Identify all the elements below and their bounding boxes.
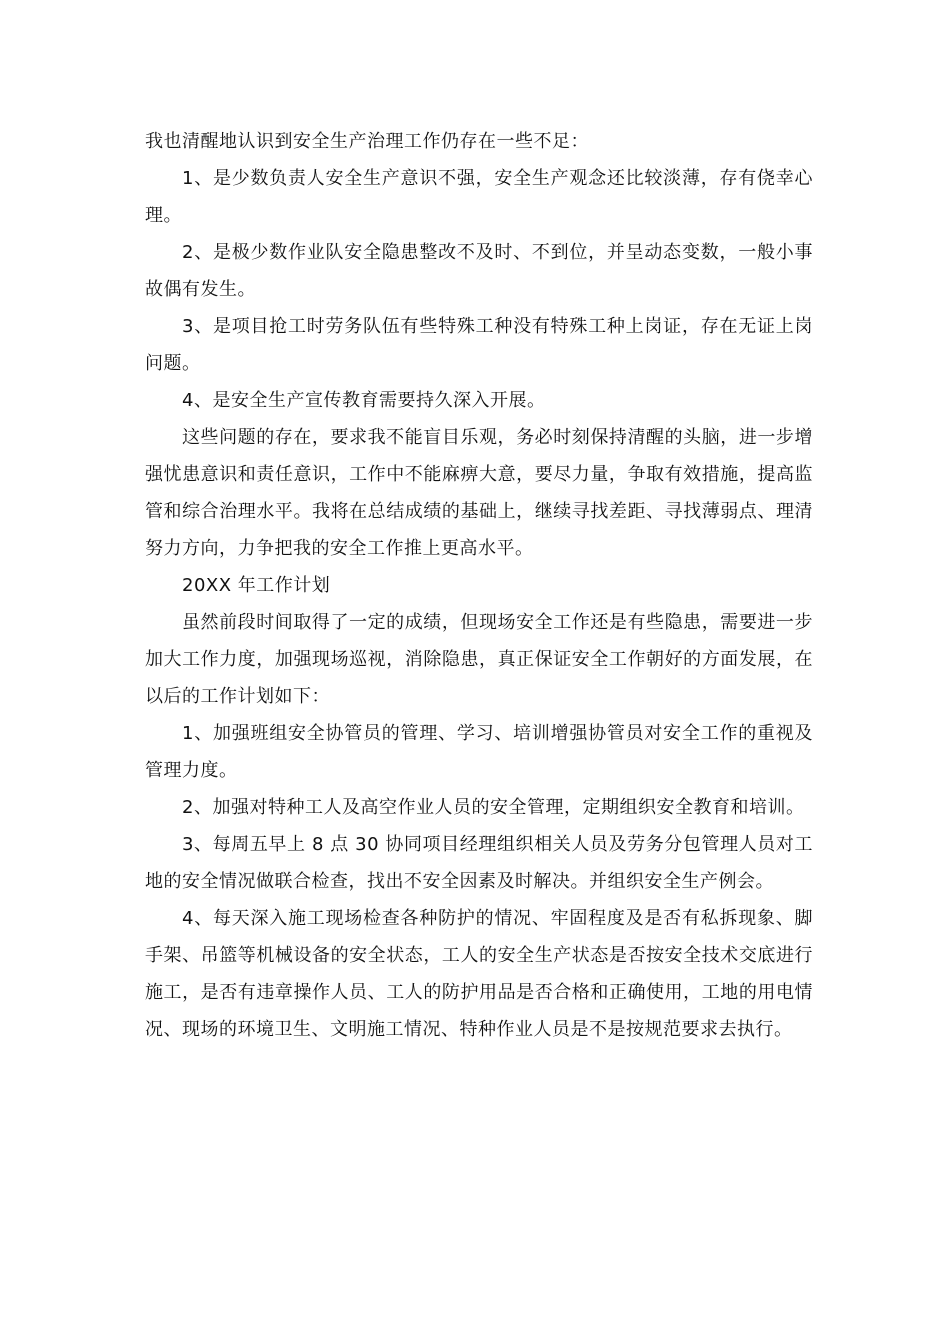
shortcoming-item-3: 3、是项目抢工时劳务队伍有些特殊工种没有特殊工种上岗证，存在无证上岗问题。 <box>145 316 813 374</box>
plan-item-2: 2、加强对特种工人及高空作业人员的安全管理，定期组织安全教育和培训。 <box>182 797 805 818</box>
plan-item-3: 3、每周五早上 8 点 30 协同项目经理组织相关人员及劳务分包管理人员对工地的安全情况做联合检查，找出不安全因素及时解决。并组织安全生产例会。 <box>145 834 813 892</box>
section-heading: 20XX 年工作计划 <box>182 575 331 596</box>
shortcoming-item-4: 4、是安全生产宣传教育需要持久深入开展。 <box>182 390 546 411</box>
shortcoming-item-2: 2、是极少数作业队安全隐患整改不及时、不到位，并呈动态变数，一般小事故偶有发生。 <box>145 242 813 300</box>
plan-item-1: 1、加强班组安全协管员的管理、学习、培训增强协管员对安全工作的重视及管理力度。 <box>145 723 813 781</box>
intro-paragraph: 我也清醒地认识到安全生产治理工作仍存在一些不足： <box>145 131 589 152</box>
document-body <box>145 123 813 1048</box>
reflection-paragraph: 这些问题的存在，要求我不能盲目乐观，务必时刻保持清醒的头脑，进一步增强忧患意识和责任意识，工作中不能麻痹大意，要尽力量，争取有效措施，提高监管和综合治理水平。我将在总结成绩的基础上，继续寻找差距、寻找薄弱点、理清努力方向，力争把我的安全工作推上更高水平。 <box>145 427 813 559</box>
plan-item-4: 4、每天深入施工现场检查各种防护的情况、牢固程度及是否有私拆现象、脚手架、吊篮等机械设备的安全状态，工人的安全生产状态是否按安全技术交底进行施工，是否有违章操作人员、工人的防护用品是否合格和正确使用，工地的用电情况、现场的环境卫生、文明施工情况、特种作业人员是不是按规范要求去执行。 <box>145 908 813 1040</box>
plan-intro-paragraph: 虽然前段时间取得了一定的成绩，但现场安全工作还是有些隐患，需要进一步加大工作力度，加强现场巡视，消除隐患，真正保证安全工作朝好的方面发展，在以后的工作计划如下： <box>145 612 813 707</box>
shortcoming-item-1: 1、是少数负责人安全生产意识不强，安全生产观念还比较淡薄，存有侥幸心理。 <box>145 168 813 226</box>
